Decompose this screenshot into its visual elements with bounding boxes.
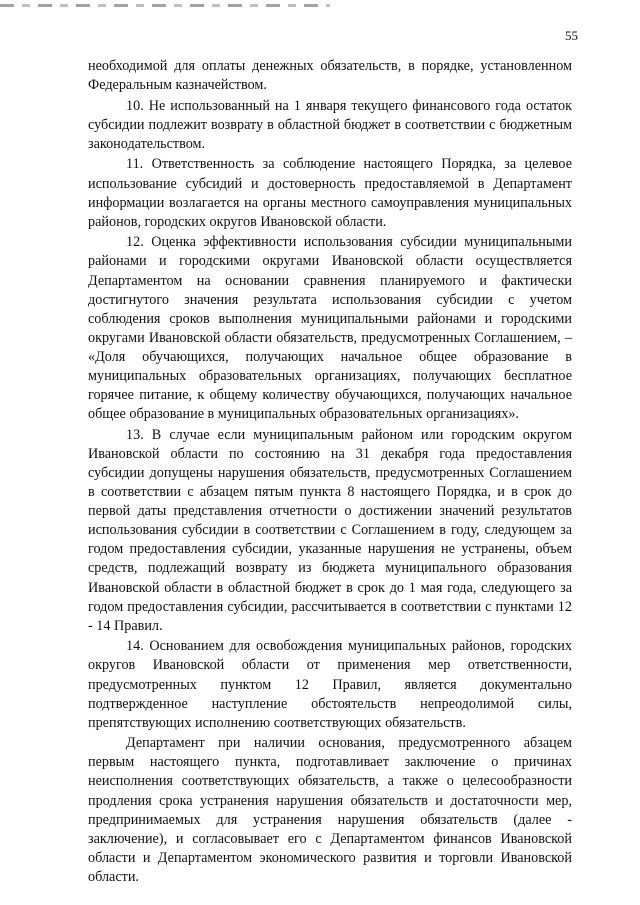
paragraph-10: 10. Не использованный на 1 января текущего финансового года остаток субсидии подлежит возврату в областной бюджет в соответствии с бюджетным законодательством.	[88, 97, 572, 152]
paragraph-14: 14. Основанием для освобождения муниципальных районов, городских округов Ивановской области от применения мер ответственности, предусмотренных пунктом 12 Правил, является документально подтвержденное наступление обстоятельств непреодолимой силы, препятствующих исполнению соответствующих обязательств.	[88, 638, 572, 731]
paragraph-13: 13. В случае если муниципальным районом или городским округом Ивановской области по состоянию на 31 декабря года предоставления субсидии допущены нарушения обязательств, предусмотренных Соглашением в соответствии с абзацем пятым пункта 8 настоящего Порядка, и в срок до первой даты представления отчетности о достижении значений результатов использования субсидии в соответствии с Соглашением в году, следующем за годом предоставления субсидии, указанные нарушения не устранены, объем средств, подлежащий возврату из бюджета муниципального образования Ивановской области в областной бюджет в срок до 1 мая года, следующего за годом предоставления субсидии, рассчитывается в соответствии с пунктами 12 - 14 Правил.	[88, 426, 572, 634]
scan-artifact	[0, 4, 330, 7]
paragraph-continuation: необходимой для оплаты денежных обязательств, в порядке, установленном Федеральным казначейством.	[88, 58, 572, 94]
document-body	[88, 57, 572, 889]
page-number: 55	[565, 28, 578, 43]
paragraph-11: 11. Ответственность за соблюдение настоящего Порядка, за целевое использование субсидий и достоверность предоставляемой в Департамент информации возлагается на органы местного самоуправления муниципальных районов, городских округов Ивановской области.	[88, 156, 572, 230]
paragraph-12: 12. Оценка эффективности использования субсидии муниципальными районами и городскими округами Ивановской области осуществляется Департаментом на основании сравнения планируемого и фактически достигнутого значения результата использования субсидии с учетом соблюдения сроков выполнения муниципальными районами и городскими округами Ивановской области обязательств, предусмотренных Соглашением, – «Доля обучающихся, получающих начальное общее образование в муниципальных образовательных организациях, получающих бесплатное горячее питание, к общему количеству обучающихся, получающих начальное общее образование в муниципальных образовательных организациях».	[88, 234, 572, 423]
paragraph-department: Департамент при наличии основания, предусмотренного абзацем первым настоящего пункта, подготавливает заключение о причинах неисполнения соответствующих обязательств, а также о целесообразности продления срока устранения нарушения обязательств и достаточности мер, предпринимаемых для устранения нарушения обязательств (далее - заключение), и согласовывает его с Департаментом финансов Ивановской области и Департаментом экономического развития и торговли Ивановской области.	[88, 735, 572, 885]
